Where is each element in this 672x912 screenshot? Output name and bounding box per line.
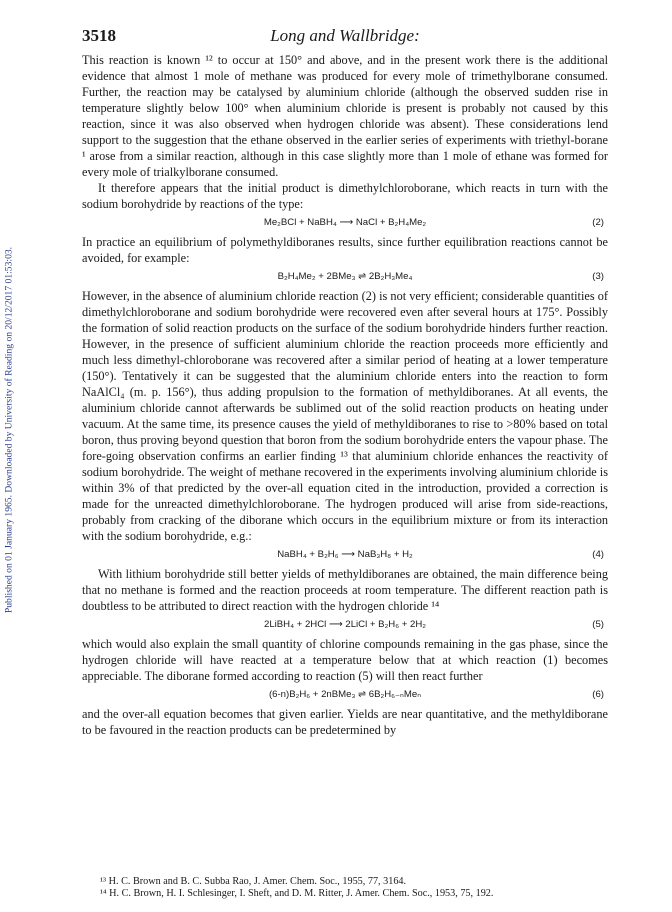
page-number: 3518	[82, 26, 116, 45]
paragraph-2: It therefore appears that the initial product is dimethylchloroborane, which reacts in turn with the sodium borohydride by reactions of the type:	[82, 181, 608, 211]
article-body	[82, 52, 608, 738]
equation-6	[82, 684, 608, 706]
equation-2-number: (2)	[592, 217, 604, 228]
footnotes	[100, 876, 620, 900]
paragraph-1: This reaction is known ¹² to occur at 150° and above, and in the present work there is the additional evidence that almost 1 mole of methane was produced for every mole of trimethylborane consumed. Further, the reaction may be catalysed by aluminium chloride (although the observed sudden rise in temperature slightly below 100° when aluminium chloride is present is probably not caused by this reaction, since it was also observed when hydrogen chloride was absent). These considerations lend support to the suggestion that the ethane observed in the earlier series of experiments with triethyl-borane ¹ arose from a similar reaction, although in this case slightly more than 1 mole of ethane was formed for every mole of trialkylborane consumed.	[82, 53, 608, 179]
equation-4	[82, 544, 608, 566]
download-side-note	[2, 150, 16, 710]
footnote-14: ¹⁴ H. C. Brown, H. I. Schlesinger, I. Sheft, and D. M. Ritter, J. Amer. Chem. Soc., 1953, 75, 192.	[100, 888, 494, 899]
equation-2-formula: Me₂BCl + NaBH₄ ⟶ NaCl + B₂H₄Me₂	[263, 217, 427, 228]
equation-3	[82, 266, 608, 288]
paragraph-5: With lithium borohydride still better yields of methyldiboranes are obtained, the main difference being that no methane is formed and the reaction proceeds at room temperature. The different reaction path is doubtless to be attributed to direct reaction with the hydrogen chloride ¹⁴	[82, 567, 608, 613]
side-note-text: Published on 01 January 1965. Downloaded by University of Reading on 20/12/2017 01:53:03.	[3, 246, 15, 614]
paragraph-4: However, in the absence of aluminium chloride reaction (2) is not very efficient; considerable quantities of dimethylchloroborane and sodium borohydride were recovered even after several hours at 175°. Possibly the formation of solid reaction products on the surface of the sodium borohydride hinders further reaction. However, in the presence of sufficient aluminium chloride the reaction proceeds more efficiently and much less dimethyl-chloroborane was recovered after a similar period of heating at a lower temperature (150°). Tentatively it can be suggested that the aluminium chloride enters into the reaction to form NaAlCl₄ (m. p. 156°), thus adding propulsion to the formation of methyldiboranes. At all events, the aluminium chloride cannot afterwards be sublimed out of the solid reaction products on heating under vacuum. At the same time, its presence causes the yield of methyldiboranes to rise to >80% based on total boron, thus proving beyond question that boron from the sodium borohydride enters the vapour phase. The fore-going observation confirms an earlier finding ¹³ that aluminium chloride enhances the reactivity of sodium borohydride. The weight of methane recovered in the experiments involving aluminium chloride is within 3% of that predicted by the over-all equation cited in the introduction, provided a correction is made for the unreacted dimethylchloroborane. The hydrogen produced will arise from side-reactions, probably from cracking of the diborane which occurs in the equilibrium mixture or from its interaction with the sodium borohydride, e.g.:	[82, 289, 608, 543]
equation-3-formula: B₂H₄Me₂ + 2BMe₃ ⇌ 2B₂H₃Me₄	[277, 271, 413, 282]
footnote-13: ¹³ H. C. Brown and B. C. Subba Rao, J. Amer. Chem. Soc., 1955, 77, 3164.	[100, 876, 407, 887]
paragraph-3: In practice an equilibrium of polymethyldiboranes results, since further equilibration reactions cannot be avoided, for example:	[82, 235, 608, 265]
paragraph-6: which would also explain the small quantity of chlorine compounds remaining in the gas phase, since the hydrogen chloride will have reacted at a temperature below that at which reaction (1) becomes appreciable. The diborane formed according to reaction (5) will then react further	[82, 637, 608, 683]
equation-6-number: (6)	[592, 689, 604, 700]
equation-3-number: (3)	[592, 271, 604, 282]
running-head: Long and Wallbridge:	[270, 26, 420, 45]
equation-4-number: (4)	[592, 549, 604, 560]
equation-5	[82, 614, 608, 636]
equation-5-formula: 2LiBH₄ + 2HCl ⟶ 2LiCl + B₂H₆ + 2H₂	[263, 619, 427, 630]
equation-4-formula: NaBH₄ + B₂H₆ ⟶ NaB₃H₈ + H₂	[277, 549, 413, 560]
equation-5-number: (5)	[592, 619, 604, 630]
equation-2	[82, 212, 608, 234]
page-header	[82, 26, 608, 48]
equation-6-formula: (6-n)B₂H₆ + 2nBMe₃ ⇌ 6B₂H₆₋ₙMeₙ	[268, 689, 422, 700]
paragraph-7: and the over-all equation becomes that given earlier. Yields are near quantitative, and the methyldiborane to be favoured in the reaction products can be predetermined by	[82, 707, 608, 737]
